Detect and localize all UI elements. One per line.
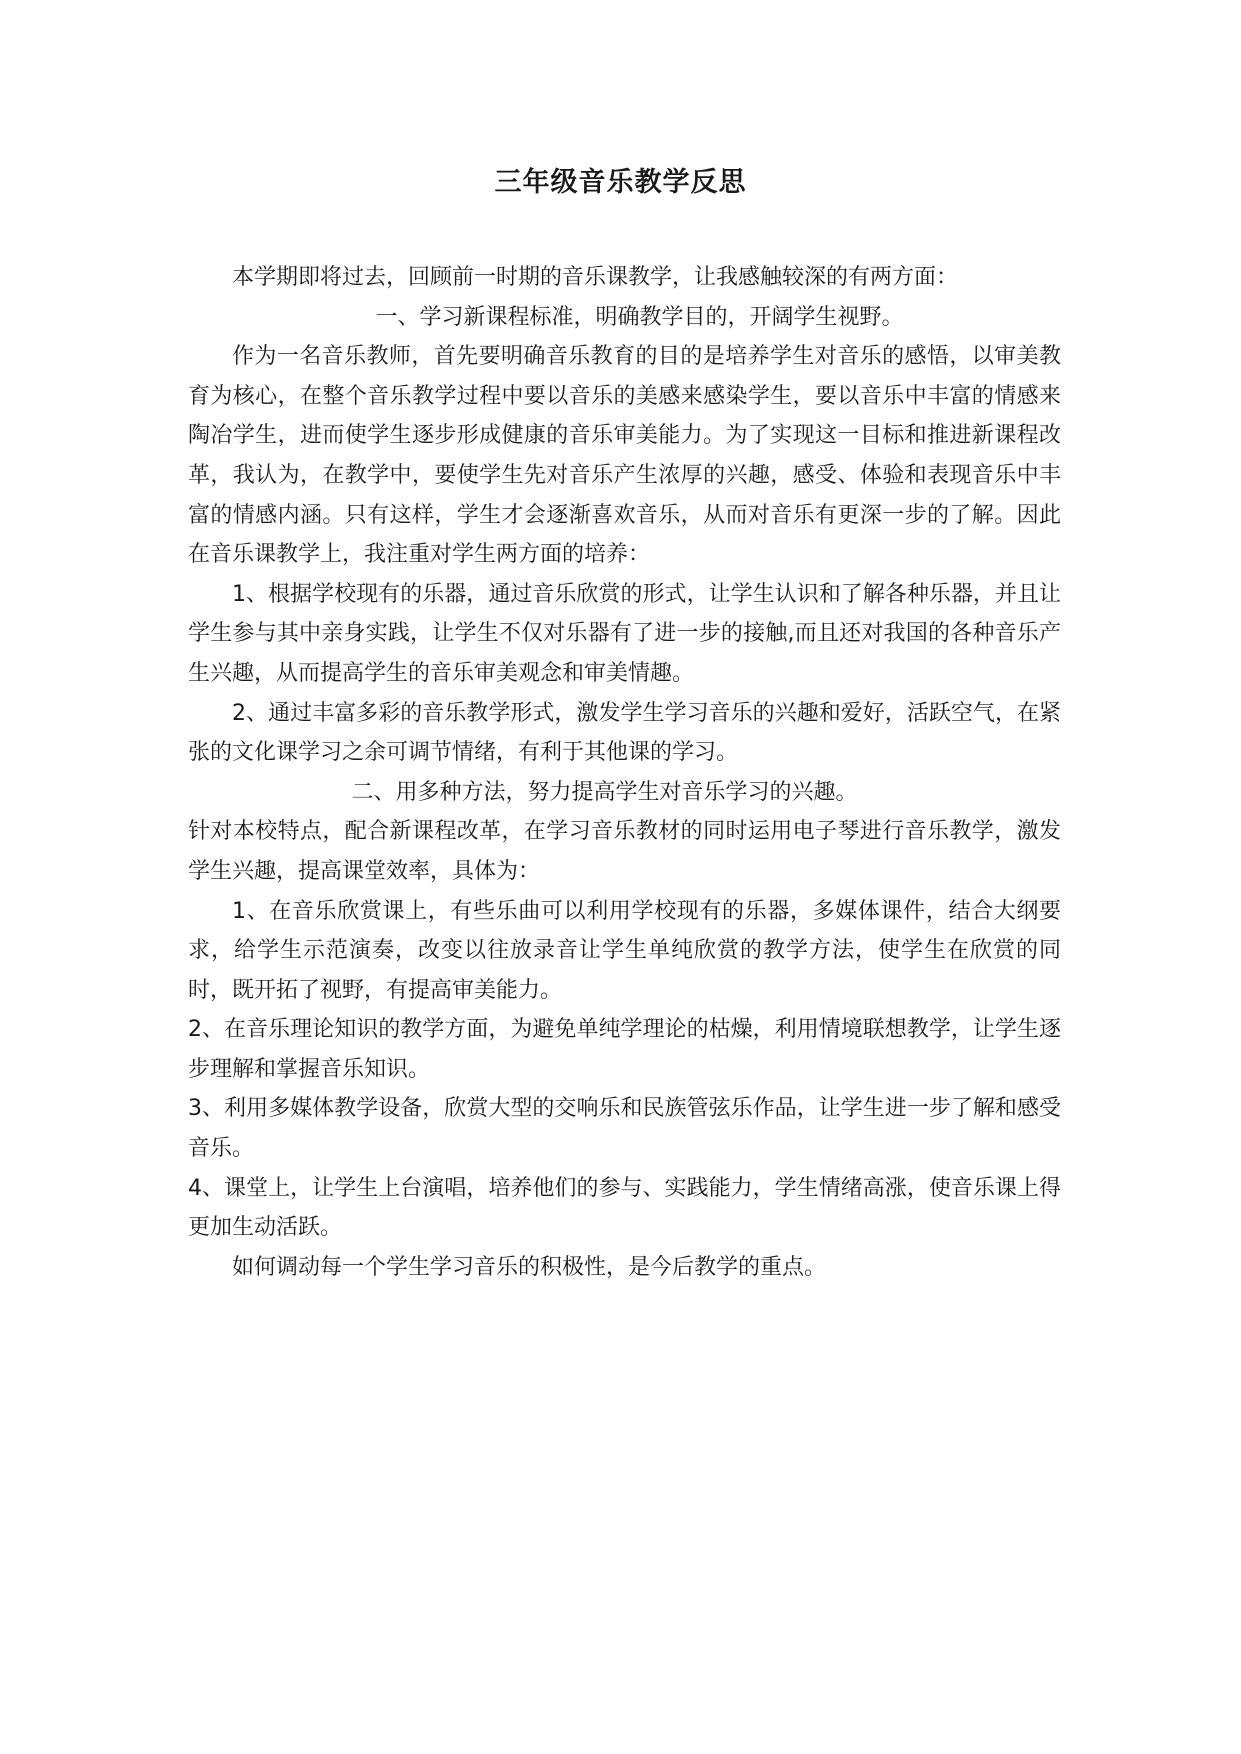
body-paragraph: 作为一名音乐教师，首先要明确音乐教育的目的是培养学生对音乐的感悟，以审美教育为核心，在整个音乐教学过程中要以音乐的美感来感染学生，要以音乐中丰富的情感来陶冶学生，进而使学生逐步形成健康的音乐审美能力。为了实现这一目标和推进新课程改革，我认为，在教学中，要使学生先对音乐产生浓厚的兴趣，感受、体验和表现音乐中丰富的情感内涵。只有这样，学生才会逐渐喜欢音乐，从而对音乐有更深一步的了解。因此在音乐课教学上，我注重对学生两方面的培养： xyxy=(188,344,1061,568)
list-item: 1、在音乐欣赏课上，有些乐曲可以利用学校现有的乐器，多媒体课件，结合大纲要求，给学生示范演奏，改变以往放录音让学生单纯欣赏的教学方法，使学生在欣赏的同时，既开拓了视野，有提高审美能力。 xyxy=(188,898,1061,1003)
list-item: 2、在音乐理论知识的教学方面，为避免单纯学理论的枯燥，利用情境联想教学，让学生逐步理解和掌握音乐知识。 xyxy=(188,1017,1061,1082)
list-item: 3、利用多媒体教学设备，欣赏大型的交响乐和民族管弦乐作品，让学生进一步了解和感受音乐。 xyxy=(188,1096,1061,1162)
list-item: 4、课堂上，让学生上台演唱，培养他们的参与、实践能力，学生情绪高涨，使音乐课上得更加生动活跃。 xyxy=(188,1175,1061,1241)
intro-paragraph: 本学期即将过去，回顾前一时期的音乐课教学，让我感触较深的有两方面： xyxy=(232,265,959,290)
section-heading-2: 二、用多种方法，努力提高学生对音乐学习的兴趣。 xyxy=(351,779,858,805)
list-item: 2、通过丰富多彩的音乐教学形式，激发学生学习音乐的兴趣和爱好，活跃空气，在紧张的文化课学习之余可调节情绪，有利于其他课的学习。 xyxy=(188,700,1061,766)
closing-paragraph: 如何调动每一个学生学习音乐的积极性，是今后教学的重点。 xyxy=(232,1254,827,1280)
document-body xyxy=(188,258,1061,1287)
section-heading-1: 一、学习新课程标准，明确教学目的，开阔学生视野。 xyxy=(375,304,904,330)
body-paragraph: 针对本校特点，配合新课程改革，在学习音乐教材的同时运用电子琴进行音乐教学，激发学生兴趣，提高课堂效率，具体为： xyxy=(188,819,1061,884)
list-item: 1、根据学校现有的乐器，通过音乐欣赏的形式，让学生认识和了解各种乐器，并且让学生参与其中亲身实践，让学生不仅对乐器有了进一步的接触,而且还对我国的各种音乐产生兴趣，从而提高学生的音乐审美观念和审美情趣。 xyxy=(188,581,1061,686)
document-title: 三年级音乐教学反思 xyxy=(494,167,747,198)
